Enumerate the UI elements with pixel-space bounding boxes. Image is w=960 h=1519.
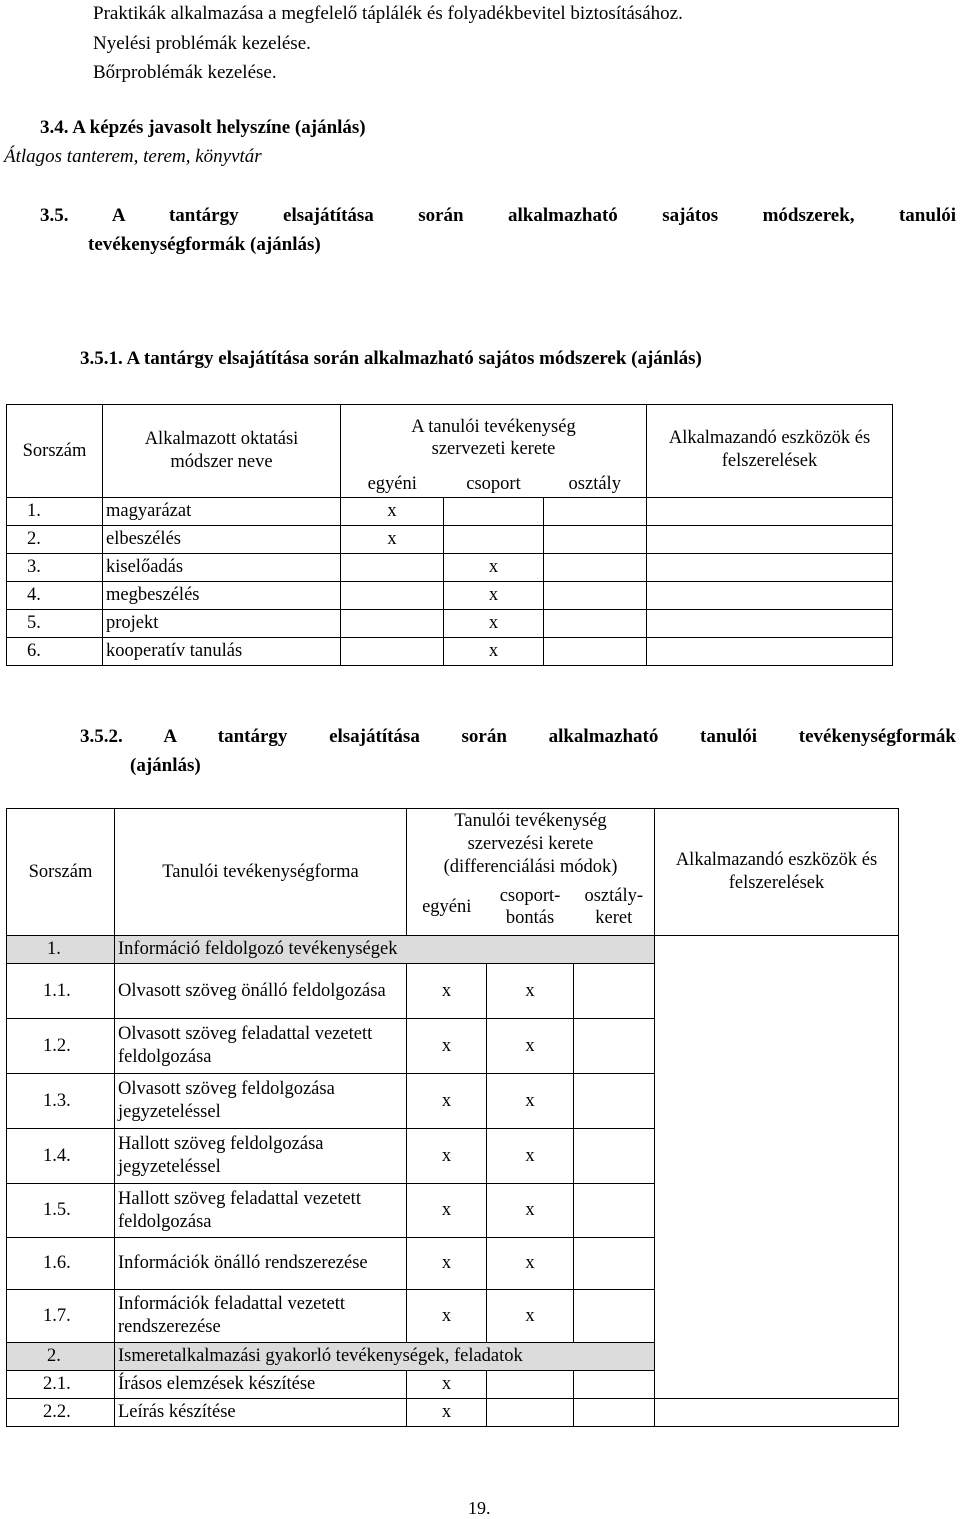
- header-tools: Alkalmazandó eszközök és felszerelések: [647, 405, 893, 498]
- group-row: 2. Ismeretalkalmazási gyakorló tevékenységek, feladatok: [7, 1343, 899, 1371]
- section-3-4-text: Átlagos tanterem, terem, könyvtár: [4, 146, 262, 167]
- intro-line: Nyelési problémák kezelése.: [93, 33, 311, 54]
- table-row: 1.6. Információk önálló rendszerezése x x: [7, 1238, 899, 1290]
- header-class: osztály: [544, 472, 647, 498]
- table-row: 2.2. Leírás készítése x: [7, 1399, 899, 1427]
- group-row: 1. Információ feldolgozó tevékenységek: [7, 936, 899, 964]
- section-3-5-1-heading: 3.5.1. A tantárgy elsajátítása során alkalmazható sajátos módszerek (ajánlás): [80, 348, 702, 369]
- table-row: 3. kiselőadás x: [7, 554, 893, 582]
- table-row: 1. magyarázat x: [7, 498, 893, 526]
- header-method: Alkalmazott oktatási módszer neve: [103, 405, 341, 498]
- table-row: 4. megbeszélés x: [7, 582, 893, 610]
- header-frame: A tanulói tevékenység szervezeti kerete: [341, 405, 647, 472]
- intro-line: Praktikák alkalmazása a megfelelő táplálék és folyadékbevitel biztosításához.: [93, 3, 683, 24]
- section-3-5-2-heading-cont: (ajánlás): [130, 755, 201, 776]
- table-row: 1.4. Hallott szöveg feldolgozása jegyzeteléssel x x: [7, 1129, 899, 1184]
- table-row: 1.5. Hallott szöveg feladattal vezetett feldolgozása x x: [7, 1184, 899, 1238]
- activities-table: [6, 808, 899, 1427]
- header-group: csoport: [444, 472, 544, 498]
- section-3-4-heading: 3.4. A képzés javasolt helyszíne (ajánlás): [40, 117, 366, 138]
- header-num: Sorszám: [7, 809, 115, 936]
- header-num: Sorszám: [7, 405, 103, 498]
- section-3-5-heading-cont: tevékenységformák (ajánlás): [88, 234, 321, 255]
- methods-table: [6, 404, 893, 666]
- page-number: 19.: [468, 1498, 491, 1518]
- section-3-5-2-heading: 3.5.2. A tantárgy elsajátítása során alkalmazható tanulói tevékenységformák: [80, 726, 956, 747]
- header-form: Tanulói tevékenységforma: [115, 809, 407, 936]
- table-row: 6. kooperatív tanulás x: [7, 638, 893, 666]
- table-row: 1.7. Információk feladattal vezetett rendszerezése x x: [7, 1290, 899, 1343]
- table-row: 5. projekt x: [7, 610, 893, 638]
- header-tools: Alkalmazandó eszközök és felszerelések: [655, 809, 899, 936]
- header-group: csoport- bontás: [487, 880, 574, 936]
- table-row: 2.1. Írásos elemzések készítése x: [7, 1371, 899, 1399]
- header-individual: egyéni: [407, 880, 487, 936]
- table-row: 2. elbeszélés x: [7, 526, 893, 554]
- header-frame: Tanulói tevékenység szervezési kerete (differenciálási módok): [407, 809, 655, 880]
- intro-line: Bőrproblémák kezelése.: [93, 62, 277, 83]
- header-individual: egyéni: [341, 472, 444, 498]
- table-row: 1.3. Olvasott szöveg feldolgozása jegyzeteléssel x x: [7, 1074, 899, 1129]
- table-row: 1.2. Olvasott szöveg feladattal vezetett feldolgozása x x: [7, 1019, 899, 1074]
- header-class: osztály- keret: [574, 880, 655, 936]
- table-row: 1.1. Olvasott szöveg önálló feldolgozása x x: [7, 964, 899, 1019]
- section-3-5-heading: 3.5. A tantárgy elsajátítása során alkalmazható sajátos módszerek, tanulói: [40, 205, 956, 226]
